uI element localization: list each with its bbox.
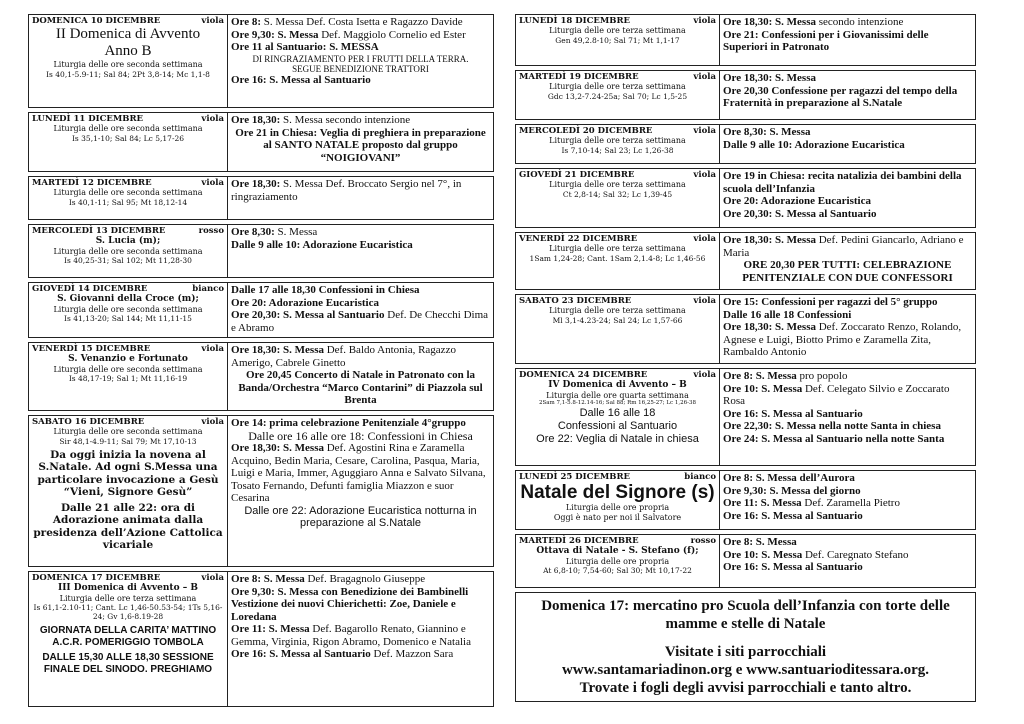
day-header [519, 16, 716, 26]
event-line: Dalle ore 16 alle ore 18: Confessioni in Chiesa [248, 428, 473, 443]
day-row [515, 70, 976, 120]
event-text: Def. Caregnato Stefano [802, 548, 909, 561]
event-line [231, 297, 490, 310]
event-line [723, 139, 972, 152]
day-info [516, 295, 720, 363]
event-line [231, 417, 490, 430]
event-time: Ore 8: S. Messa [723, 370, 797, 382]
event-time: Ore 20: Adorazione Eucaristica [231, 296, 379, 309]
liturgy-week: Liturgia delle ore seconda settimana [53, 427, 203, 436]
event-time: Ore 9,30: S. Messa del giorno [723, 484, 861, 497]
event-time: Ore 19 in Chiesa: recita natalizia dei bambini della scuola dell’Infanzia [723, 170, 962, 195]
day-info [516, 125, 720, 163]
liturgical-color: viola [693, 296, 716, 306]
event-text: S. Messa Def. Broccato Sergio nel 7°, in ringraziamento [231, 178, 462, 203]
readings: 1Sam 1,24-28; Cant. 1Sam 2,1.4-8; Lc 1,46-56 [529, 253, 706, 263]
liturgy-week: Liturgia delle ore terza settimana [549, 306, 686, 315]
right-column [515, 14, 976, 702]
day-header [519, 126, 716, 136]
day-info [516, 71, 720, 119]
event-line [723, 296, 972, 309]
day-header [32, 284, 224, 294]
event-line [723, 72, 972, 85]
readings: Is 61,1-2.10-11; Cant. Lc 1,46-50.53-54; 1Ts 5,16-24; Gv 1,6-8.19-28 [33, 603, 223, 621]
event-time: Ore 20,30: S. Messa al Santuario [231, 309, 385, 321]
events [720, 15, 975, 65]
footer-sites-note: Trovate i fogli degli avvisi parrocchiali e tanto altro. [579, 680, 912, 696]
events [228, 15, 493, 107]
liturgy-note: Oggi è nato per noi il Salvatore [553, 512, 682, 522]
event-time: Dalle 9 alle 10: Adorazione Eucaristica [723, 138, 905, 151]
event-line: Ore 21 in Chiesa: Veglia di preghiera in preparazione al SANTO NATALE proposto dal gruppo “NOIGIOVANI” [235, 126, 486, 164]
events [228, 113, 493, 171]
event-line [231, 598, 490, 623]
event-line [231, 309, 490, 334]
event-line [231, 239, 490, 252]
left-column [28, 14, 494, 711]
event-text: Def. Zoccarato Renzo, Rolando, Agnese e Luigi, Biotto Primo e Zaramella Zita, Rambaldo Antonio [723, 321, 962, 358]
event-time: Ore 18,30: S. Messa [231, 442, 324, 454]
event-time: Ore 16: S. Messa al Santuario [723, 407, 863, 420]
saint-name: III Domenica di Avvento – B [58, 583, 198, 593]
day-info [516, 233, 720, 289]
liturgical-color: viola [693, 72, 716, 82]
liturgical-color: viola [201, 178, 224, 188]
feast-title: II Domenica di Avvento [55, 26, 201, 42]
events [720, 535, 975, 587]
event-time: Ore 8: S. Messa dell’Aurora [723, 472, 855, 484]
saint-name: S. Lucia (m); [95, 236, 161, 246]
day-header [32, 226, 224, 236]
liturgical-color: bianco [192, 284, 224, 294]
day-header [32, 573, 224, 583]
day-row [28, 14, 494, 108]
liturgy-week: Liturgia delle ore seconda settimana [53, 188, 203, 197]
event-line [231, 648, 490, 661]
event-time: Ore 18,30: S. Messa [723, 72, 816, 84]
day-info [29, 572, 228, 706]
day-header [32, 114, 224, 124]
day-date: GIOVEDÌ 21 DICEMBRE [519, 170, 635, 180]
event-line [723, 433, 972, 446]
event-line [723, 549, 972, 562]
liturgical-color: viola [201, 344, 224, 354]
liturgy-week: Liturgia delle ore quarta settimana [546, 390, 689, 400]
event-line [723, 536, 972, 549]
liturgy-week: Liturgia delle ore seconda settimana [53, 246, 203, 256]
day-row [28, 176, 494, 220]
feast-title: Natale del Signore (s) [520, 482, 715, 503]
event-time: Ore 20: Adorazione Eucaristica [723, 195, 871, 207]
liturgical-color: viola [201, 573, 224, 583]
day-info [29, 225, 228, 277]
day-info [29, 283, 228, 337]
event-line [723, 510, 972, 523]
day-note: Dalle 16 alle 18 [579, 407, 656, 419]
day-row [28, 415, 494, 567]
liturgy-week: Liturgia delle ore propria [565, 556, 670, 566]
event-time: Ore 18,30: [231, 114, 281, 126]
footer-sites-title: Visitate i siti parrocchiali [664, 644, 827, 660]
day-note: DALLE 15,30 ALLE 18,30 SESSIONE FINALE DEL SINODO. PREGHIAMO [42, 652, 214, 675]
day-note: Da oggi inizia la novena al S.Natale. Ad ogni S.Messa una particolare invocazione a Gesù “Vieni, Signore Gesù” [37, 448, 219, 498]
day-date: MERCOLEDÌ 20 DICEMBRE [519, 126, 653, 136]
events [720, 125, 975, 163]
event-time: Ore 20,30 Confessione per ragazzi del tempo della Fraternità in preparazione al S.Natale [723, 84, 958, 109]
day-info [516, 369, 720, 465]
event-time: Ore 15: Confessioni per ragazzi del 5° gruppo [723, 296, 938, 308]
day-date: LUNEDÌ 25 DICEMBRE [519, 472, 630, 482]
event-time: Ore 11: S. Messa [723, 497, 802, 509]
liturgy-week: Liturgia delle ore terza settimana [549, 26, 686, 35]
event-time: Ore 16: S. Messa al Santuario [723, 561, 863, 573]
event-line [723, 309, 972, 322]
event-time: Dalle 9 alle 10: Adorazione Eucaristica [231, 238, 413, 251]
events [720, 71, 975, 119]
day-info [516, 535, 720, 587]
event-time: Ore 11: S. Messa [231, 623, 310, 635]
event-time: Ore 21: Confessioni per i Giovanissimi delle Superiori in Patronato [723, 28, 929, 53]
day-row [28, 112, 494, 172]
event-line: SEGUE BENEDIZIONE TRATTORI [292, 63, 429, 74]
day-info [29, 113, 228, 171]
event-time: Ore 8,30: S. Messa [723, 126, 811, 138]
readings: Is 35,1-10; Sal 84; Lc 5,17-26 [71, 133, 185, 143]
event-time: Ore 24: S. Messa al Santuario nella notte Santa [723, 432, 945, 445]
liturgy-week: Liturgia delle ore terza settimana [549, 136, 686, 145]
day-info [516, 15, 720, 65]
event-time: Ore 20,30: S. Messa al Santuario [723, 207, 877, 220]
day-row [515, 232, 976, 290]
liturgy-week: Liturgia delle ore terza settimana [59, 593, 197, 603]
day-note: Dalle 21 alle 22: ora di Adorazione animata dalla presidenza dell’Azione Cattolica vicariale [33, 501, 223, 551]
event-text: S. Messa Def. Costa Isetta e Ragazzo Davide [261, 16, 463, 28]
events [720, 233, 975, 289]
event-time: Ore 8: S. Messa [231, 573, 305, 585]
day-row [515, 294, 976, 364]
day-info [516, 471, 720, 529]
event-time: Ore 8,30: [231, 226, 275, 238]
event-line [723, 234, 972, 259]
liturgical-color: viola [201, 417, 224, 427]
readings: Ct 2,8-14; Sal 32; Lc 1,39-45 [562, 189, 673, 199]
event-line [723, 485, 972, 498]
event-time: Ore 16: S. Messa al Santuario [723, 509, 863, 522]
event-line [723, 370, 972, 383]
liturgy-week: Liturgia delle ore terza settimana [549, 244, 686, 253]
day-row [515, 470, 976, 530]
readings: 2Sam 7,1-5.8-12.14-16; Sal 88; Rm 16,25-27; Lc 1,26-38 [539, 400, 696, 406]
day-header [519, 536, 716, 546]
day-header [519, 472, 716, 482]
event-line: ORE 20,30 PER TUTTI: CELEBRAZIONE PENITENZIALE CON DUE CONFESSORI [742, 259, 953, 284]
day-date: VENERDÌ 22 DICEMBRE [519, 234, 638, 244]
day-note: Confessioni al Santuario [557, 420, 678, 432]
event-line [231, 284, 490, 297]
event-text: Def. Bagarollo Renato, Giannino e Gemma, Virginia, Rigon Abramo, Domenico e Natalia [231, 623, 471, 648]
event-time: Dalle 16 alle 18 Confessioni [723, 308, 852, 321]
day-date: MARTEDÌ 26 DICEMBRE [519, 536, 639, 546]
event-text: S. Messa secondo intenzione [280, 114, 411, 126]
feast-title: Anno B [104, 43, 152, 59]
day-row [515, 368, 976, 466]
events [720, 369, 975, 465]
liturgical-color: bianco [684, 472, 716, 482]
event-time: Ore 14: prima celebrazione Penitenziale 4°gruppo [231, 417, 466, 429]
day-date: VENERDÌ 15 DICEMBRE [32, 344, 151, 354]
readings: Ml 3,1-4.23-24; Sal 24; Lc 1,57-66 [552, 315, 683, 325]
event-line [231, 586, 490, 599]
event-text: Def. Maggiolo Cornelio ed Ester [318, 28, 466, 41]
liturgy-week: Liturgia delle ore seconda settimana [53, 60, 203, 69]
event-line [723, 383, 972, 408]
liturgical-color: viola [201, 114, 224, 124]
event-time: Ore 9,30: S. Messa [231, 28, 319, 41]
event-line [723, 408, 972, 421]
day-date: MARTEDÌ 12 DICEMBRE [32, 178, 152, 188]
day-date: MERCOLEDÌ 13 DICEMBRE [32, 226, 166, 236]
day-header [519, 234, 716, 244]
day-date: LUNEDÌ 18 DICEMBRE [519, 16, 630, 26]
day-date: SABATO 23 DICEMBRE [519, 296, 632, 306]
day-header [32, 344, 224, 354]
events [228, 416, 493, 566]
day-row [515, 534, 976, 588]
event-line [231, 623, 490, 648]
event-line [231, 41, 490, 54]
event-line: Ore 20,45 Concerto di Natale in Patronato con la Banda/Orchestra “Marco Contarini” di Piazzola sul Brenta [238, 369, 483, 406]
day-info [29, 15, 228, 107]
readings: Is 40,1-5.9-11; Sal 84; 2Pt 3,8-14; Mc 1,1-8 [46, 69, 210, 79]
event-line [723, 85, 972, 110]
liturgical-color: rosso [690, 536, 716, 546]
right-rows [515, 14, 976, 588]
events [720, 471, 975, 529]
event-line [231, 16, 490, 29]
event-line [723, 472, 972, 485]
event-line [723, 420, 972, 433]
event-text: Def. Bragagnolo Giuseppe [304, 573, 426, 585]
event-time: Ore 16: S. Messa al Santuario [231, 648, 371, 660]
liturgy-week: Liturgia delle ore seconda settimana [53, 304, 203, 314]
event-text: Def. Mazzon Sara [370, 648, 454, 660]
day-row [28, 282, 494, 338]
liturgy-week: Liturgia delle ore seconda settimana [53, 364, 203, 374]
event-time: Ore 18,30: S. Messa [723, 234, 816, 246]
event-line [723, 195, 972, 208]
day-header [519, 170, 716, 180]
event-time: Ore 18,30: [231, 178, 281, 190]
day-date: GIOVEDÌ 14 DICEMBRE [32, 284, 148, 294]
readings: Is 7,10-14; Sal 23; Lc 1,26-38 [561, 145, 674, 155]
event-time: Ore 10: S. Messa [723, 382, 803, 395]
event-time: Ore 11 al Santuario: S. MESSA [231, 41, 379, 53]
liturgical-color: viola [693, 170, 716, 180]
day-note: GIORNATA DELLA CARITA’ MATTINO A.C.R. POMERIGGIO TOMBOLA [39, 625, 217, 648]
day-row [28, 571, 494, 707]
day-info [29, 177, 228, 219]
event-line [723, 16, 972, 29]
liturgical-color: viola [693, 234, 716, 244]
day-note: Ore 22: Veglia di Natale in chiesa [536, 433, 699, 445]
event-time: Ore 18,30: S. Messa [723, 321, 816, 333]
event-line [231, 573, 490, 586]
day-header [32, 178, 224, 188]
event-line: Dalle ore 22: Adorazione Eucaristica notturna in preparazione al S.Natale [244, 504, 477, 529]
event-time: Ore 22,30: S. Messa nella notte Santa in chiesa [723, 420, 941, 432]
liturgy-week: Liturgia delle ore seconda settimana [53, 124, 203, 133]
day-header [519, 370, 716, 380]
event-text: pro popolo [796, 370, 848, 382]
day-date: MARTEDÌ 19 DICEMBRE [519, 72, 639, 82]
event-line [231, 344, 490, 369]
event-line [231, 178, 490, 203]
event-line [723, 561, 972, 574]
event-line: DI RINGRAZIAMENTO PER I FRUTTI DELLA TERRA. [252, 53, 469, 64]
day-info [516, 169, 720, 227]
readings: Is 40,25-31; Sal 102; Mt 11,28-30 [64, 256, 192, 265]
event-text: Def. Pedini Giancarlo, Adriano e Maria [723, 234, 964, 259]
day-row [515, 14, 976, 66]
liturgical-color: viola [693, 126, 716, 136]
day-header [519, 72, 716, 82]
readings: Is 41,13-20; Sal 144; Mt 11,11-15 [64, 314, 192, 323]
footer-market: Domenica 17: mercatino pro Scuola dell’Infanzia con torte delle mamme e stelle di Natale [541, 598, 950, 632]
event-time: Ore 18,30: S. Messa [231, 344, 324, 356]
event-line [231, 29, 490, 42]
readings: Gen 49,2.8-10; Sal 71; Mt 1,1-17 [555, 35, 680, 45]
event-text: Def. De Checchi Dima e Abramo [231, 309, 489, 334]
event-line [723, 208, 972, 221]
liturgical-color: viola [693, 16, 716, 26]
readings: Is 40,1-11; Sal 95; Mt 18,12-14 [68, 197, 188, 207]
event-text: Def. Agostini Rina e Zaramella Acquino, Bedin Maria, Cesare, Carolina, Pasqua, Maria, Luigi e Maria, Immer, Aguggiaro Anna e Salvato Silvana, Tosato Fernando, Defunti famiglia Miazzon e suor Cesarina [231, 442, 486, 504]
event-time: Ore 18,30: S. Messa [723, 16, 816, 28]
event-line [231, 226, 490, 239]
event-line [231, 114, 490, 127]
events [228, 177, 493, 219]
readings: Gdc 13,2-7.24-25a; Sal 70; Lc 1,5-25 [547, 91, 688, 101]
readings: Sir 48,1-4.9-11; Sal 79; Mt 17,10-13 [59, 436, 197, 446]
day-date: SABATO 16 DICEMBRE [32, 417, 145, 427]
event-line [723, 29, 972, 54]
event-time: Ore 8: [231, 16, 262, 28]
readings: At 6,8-10; 7,54-60; Sal 30; Mt 10,17-22 [543, 566, 692, 575]
saint-name: S. Venanzio e Fortunato [68, 354, 188, 364]
event-text: Def. Baldo Antonia, Ragazzo Amerigo, Cabrele Ginetto [231, 344, 456, 369]
liturgical-color: viola [693, 370, 716, 380]
day-header [519, 296, 716, 306]
event-line [231, 74, 490, 87]
liturgy-week: Liturgia delle ore propria [565, 503, 670, 512]
day-row [28, 342, 494, 411]
events [228, 225, 493, 277]
saint-name: S. Giovanni della Croce (m); [57, 294, 199, 304]
footer-sites-urls[interactable]: www.santamariadinon.org e www.santuarioditessara.org. [561, 662, 930, 678]
saint-name: Ottava di Natale - S. Stefano (f); [536, 546, 699, 556]
day-date: DOMENICA 17 DICEMBRE [32, 573, 161, 583]
event-line [723, 497, 972, 510]
day-row [515, 168, 976, 228]
event-line [723, 321, 972, 359]
day-row [515, 124, 976, 164]
day-header [32, 16, 224, 26]
saint-name: IV Domenica di Avvento – B [548, 380, 687, 390]
events [720, 169, 975, 227]
events [228, 343, 493, 410]
event-line [231, 442, 490, 505]
event-time: Dalle 17 alle 18,30 Confessioni in Chiesa [231, 284, 420, 296]
day-header [32, 417, 224, 427]
day-date: DOMENICA 24 DICEMBRE [519, 370, 648, 380]
event-line [723, 126, 972, 139]
liturgical-color: rosso [198, 226, 224, 236]
event-time: Ore 9,30: S. Messa con Benedizione dei Bambinelli [231, 585, 469, 598]
event-time: Vestizione dei nuovi Chierichetti: Zoe, Daniele e Loredana [231, 598, 456, 623]
events [228, 572, 493, 706]
event-text: Def. Celegato Silvio e Zoccarato Rosa [723, 382, 950, 407]
day-info [29, 343, 228, 410]
event-time: Ore 8: S. Messa [723, 536, 797, 548]
events [228, 283, 493, 337]
event-text: S. Messa [274, 226, 318, 238]
events [720, 295, 975, 363]
event-time: Ore 10: S. Messa [723, 548, 803, 561]
event-text: Def. Zaramella Pietro [801, 497, 900, 509]
day-row [28, 224, 494, 278]
readings: Is 48,17-19; Sal 1; Mt 11,16-19 [68, 374, 188, 383]
event-line [723, 170, 972, 195]
liturgical-color: viola [201, 16, 224, 26]
day-date: LUNEDÌ 11 DICEMBRE [32, 114, 143, 124]
day-info [29, 416, 228, 566]
day-date: DOMENICA 10 DICEMBRE [32, 16, 161, 26]
liturgy-week: Liturgia delle ore terza settimana [549, 82, 686, 91]
footer-box [515, 592, 976, 702]
event-text: secondo intenzione [815, 16, 904, 28]
event-time: Ore 16: S. Messa al Santuario [231, 73, 371, 86]
liturgy-week: Liturgia delle ore terza settimana [549, 180, 686, 189]
